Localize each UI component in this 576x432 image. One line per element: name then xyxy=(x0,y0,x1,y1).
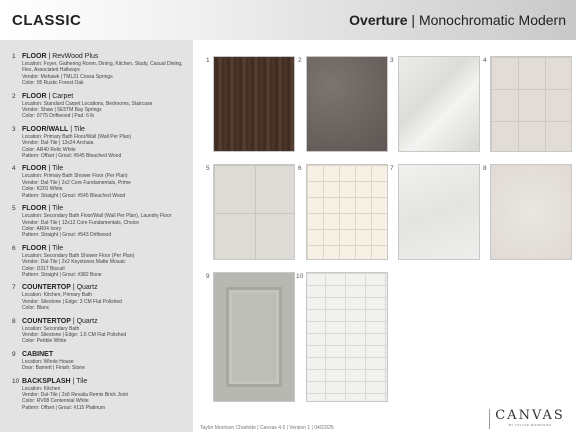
selection-category: COUNTERTOP xyxy=(22,284,71,292)
selection-detail-line: Door: Barnett | Finish: Stone xyxy=(22,365,85,372)
selection-detail-line: Location: Secondary Bath Shower Floor (Per Plan) xyxy=(22,252,135,259)
selection-detail-line: Color: Blanc xyxy=(22,305,50,312)
selection-details xyxy=(22,204,185,239)
selection-category: CABINET xyxy=(22,350,54,358)
selection-detail-line: Color: RV08 Centennial White xyxy=(22,398,89,405)
selection-number: 6 xyxy=(12,244,16,252)
logo-tagline: BY TAYLOR MORRISON xyxy=(508,423,552,427)
selection-detail-line: Location: Foyer, Gathering Room, Dining, Kitchen, Study, Casual Dining, Flex, Associated Hallways xyxy=(22,61,183,74)
selection-category: FLOOR/WALL xyxy=(22,125,69,133)
selection-title xyxy=(22,377,185,386)
selection-details xyxy=(22,317,185,345)
selection-title xyxy=(22,164,185,173)
selection-detail-line: Location: Standard Carpet Locations, Bedrooms, Staircase xyxy=(22,100,153,107)
swatch-secondary-floor-tile xyxy=(213,164,295,260)
swatch-backsplash xyxy=(306,272,388,402)
selection-detail-line: Pattern: Straight | Grout: #382 Bone xyxy=(22,271,102,278)
selection-number: 1 xyxy=(12,53,16,60)
selection-product: Tile xyxy=(52,205,64,213)
collection-title xyxy=(349,12,566,28)
selection-category: FLOOR xyxy=(22,205,47,213)
selection-detail-line: Location: Kitchen xyxy=(22,385,61,392)
selection-detail-line: Vendor: Dal-Tile | 2x2 Core Fundamentals, Prime xyxy=(22,179,131,186)
selection-item xyxy=(6,377,185,412)
selection-category: FLOOR xyxy=(22,244,47,252)
selection-category: COUNTERTOP xyxy=(22,317,71,325)
selection-title xyxy=(22,204,185,213)
selection-detail-line: Vendor: Shaw | 5E5TM Bay Springs xyxy=(22,107,102,114)
selection-details xyxy=(22,350,185,372)
selection-number: 4 xyxy=(12,165,16,173)
selection-number: 10 xyxy=(12,377,20,385)
selection-detail-line: Color: Pebble White xyxy=(22,338,67,345)
selection-number: 3 xyxy=(12,125,16,133)
swatch-floor-wall-tile xyxy=(398,56,480,152)
selection-details xyxy=(22,164,185,199)
swatch-number: 7 xyxy=(390,165,394,172)
swatch-number: 8 xyxy=(483,165,487,172)
selection-separator: | xyxy=(46,92,53,100)
selection-title xyxy=(22,317,185,326)
selection-product: Tile xyxy=(73,125,85,133)
logo-divider xyxy=(489,409,490,429)
selection-details xyxy=(22,283,185,311)
selection-number: 7 xyxy=(12,284,16,292)
logo-wordmark: CANVAS xyxy=(495,408,565,423)
selection-category: BACKSPLASH xyxy=(22,377,71,385)
selection-item xyxy=(6,92,185,120)
selection-separator: | xyxy=(70,284,77,292)
cabinet-door-panel xyxy=(226,287,282,387)
swatch-number: 6 xyxy=(298,165,302,172)
selection-detail-line: Vendor: Dal-Tile | 2x2 Keystones Matte Mosaic xyxy=(22,259,126,266)
selection-separator: | xyxy=(46,53,53,60)
swatch-shower-floor-tile xyxy=(490,56,572,152)
swatch-number: 1 xyxy=(206,57,210,64)
selection-category: FLOOR xyxy=(22,92,47,100)
selection-detail-line: Vendor: Dal-Tile | 12x24 Archaia xyxy=(22,140,94,147)
swatch-number: 5 xyxy=(206,165,210,172)
swatch-secondary-shower-tile xyxy=(306,164,388,260)
swatch-number: 10 xyxy=(296,273,304,280)
selection-item xyxy=(6,283,185,311)
brick-pattern-offset xyxy=(307,273,387,401)
selection-detail-line: Location: Whole House xyxy=(22,358,74,365)
swatch-number: 2 xyxy=(298,57,302,64)
selection-item xyxy=(6,350,185,372)
selection-detail-line: Color: K201 White xyxy=(22,186,63,193)
selection-details xyxy=(22,52,185,87)
selection-title xyxy=(22,52,185,61)
selection-details xyxy=(22,92,185,120)
collection-name: Overture xyxy=(349,12,408,28)
selection-title xyxy=(22,92,185,101)
selection-number: 8 xyxy=(12,317,16,325)
selection-item xyxy=(6,164,185,199)
selection-product: Quartz xyxy=(76,284,98,292)
selection-item xyxy=(6,317,185,345)
selection-item xyxy=(6,204,185,239)
selection-separator: | xyxy=(70,317,77,325)
page-header xyxy=(0,0,576,40)
selection-detail-line: Color: D317 Biscuit xyxy=(22,265,65,272)
swatch-number: 3 xyxy=(390,57,394,64)
selection-detail-line: Color: 05 Rustic Forest Oak xyxy=(22,80,84,87)
selection-title xyxy=(22,125,185,134)
selection-category: FLOOR xyxy=(22,53,47,60)
selection-product: RevWood Plus xyxy=(52,53,99,60)
selection-detail-line: Pattern: Straight | Grout: #543 Driftwood xyxy=(22,232,112,239)
collection-style: Monochromatic Modern xyxy=(418,12,566,28)
canvas-logo xyxy=(489,409,571,429)
selection-detail-line: Vendor: Mohawk | TML31 Cossa Springs xyxy=(22,73,113,80)
swatch-number: 9 xyxy=(206,273,210,280)
selection-detail-line: Vendor: Dal-Tile | 12x12 Core Fundamentals, Choice xyxy=(22,219,140,226)
selection-detail-line: Pattern: Offset | Grout: #545 Bleached Wood xyxy=(22,153,122,160)
swatch-floor-revwood xyxy=(213,56,295,152)
selection-product: Tile xyxy=(76,377,88,385)
selection-separator: | xyxy=(70,377,77,385)
selection-separator: | xyxy=(46,165,53,173)
selection-title xyxy=(22,244,185,253)
selection-product: Quartz xyxy=(76,317,98,325)
selection-product: Tile xyxy=(52,165,64,173)
selection-number: 2 xyxy=(12,92,16,100)
swatch-cabinet-door xyxy=(213,272,295,402)
swatch-countertop-blanc xyxy=(398,164,480,260)
selection-detail-line: Location: Secondary Bath xyxy=(22,325,80,332)
selection-detail-line: Pattern: Straight | Grout: #545 Bleached Wood xyxy=(22,192,126,199)
selection-separator: | xyxy=(68,125,74,133)
selection-detail-line: Location: Kitchen, Primary Bath xyxy=(22,292,93,299)
selection-number: 5 xyxy=(12,205,16,213)
footer-note: Taylor Morrison Charlotte | Canvas 4.0 | Version 1 | 04/22/25 xyxy=(200,425,334,431)
selection-detail-line: Vendor: Silestone | Edge: 3 CM Flat Polished xyxy=(22,298,122,305)
selection-detail-line: Location: Primary Bath Shower Floor (Per Plan) xyxy=(22,173,128,180)
selection-category: FLOOR xyxy=(22,165,47,173)
selection-title xyxy=(22,350,185,359)
selection-detail-line: Color: AR04 Ivory xyxy=(22,225,62,232)
selection-details xyxy=(22,244,185,279)
selection-number: 9 xyxy=(12,350,16,358)
selection-detail-line: Location: Primary Bath Floor/Wall (Wall Per Plan) xyxy=(22,133,132,140)
selection-product: Tile xyxy=(52,244,64,252)
selection-detail-line: Color: AR40 Relic White xyxy=(22,146,76,153)
selection-item xyxy=(6,244,185,279)
selection-separator: | xyxy=(46,205,53,213)
swatch-carpet xyxy=(306,56,388,152)
selection-separator: | xyxy=(46,244,53,252)
selection-title xyxy=(22,283,185,292)
selections-sidebar xyxy=(0,40,193,432)
selection-detail-line: Vendor: Silestone | Edge: 1.6 CM Flat Polished xyxy=(22,331,127,338)
selection-item xyxy=(6,125,185,160)
collection-separator: | xyxy=(407,12,419,28)
selection-product: Carpet xyxy=(52,92,74,100)
selection-details xyxy=(22,377,185,412)
swatch-number: 4 xyxy=(483,57,487,64)
selection-detail-line: Vendor: Dal-Tile | 2x6 Revalia Remix Brick Joint xyxy=(22,392,128,398)
selection-details xyxy=(22,125,185,160)
selection-item xyxy=(6,52,185,87)
selection-detail-line: Color: 0775 Driftwood | Pad: 6 lb xyxy=(22,113,95,120)
brand-title: CLASSIC xyxy=(12,12,82,29)
selection-detail-line: Location: Secondary Bath Floor/Wall (Wall Per Plan), Laundry Floor xyxy=(22,213,172,220)
selection-detail-line: Pattern: Offset | Grout: #115 Platinum xyxy=(22,404,106,411)
swatch-countertop-pebble xyxy=(490,164,572,260)
